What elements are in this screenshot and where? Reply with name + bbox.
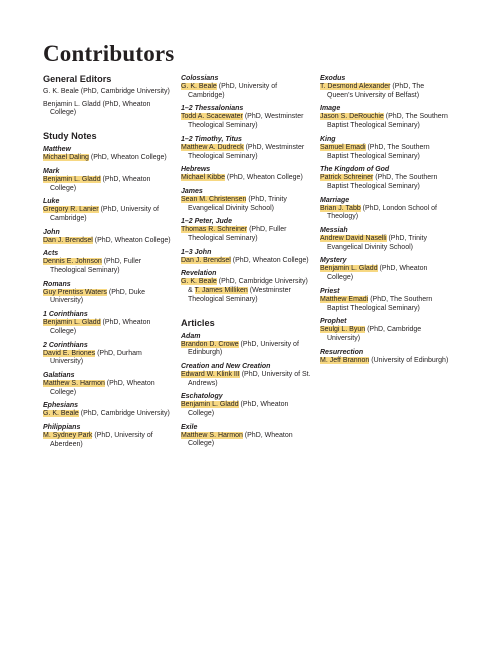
contributor-name: Benjamin L. Gladd (181, 401, 239, 409)
contributor-affiliation: (PhD, London School of Theology) (327, 204, 438, 221)
column-1 (43, 74, 173, 453)
contributor-name: G. K. Beale (181, 278, 217, 286)
book-title: 1 Corinthians (43, 311, 88, 319)
book-title: James (181, 187, 203, 195)
contributor-affiliation: (PhD, Wheaton College) (188, 431, 293, 448)
article-topic: Exodus (320, 75, 346, 82)
article-topic: Eschatology (181, 393, 223, 401)
contributor-name: Matthew S. Harmon (43, 379, 105, 387)
contributor-affiliation: (PhD, Wheaton College) (188, 401, 289, 418)
article-entry (320, 287, 452, 313)
contributor-name: Michael Daling (43, 154, 89, 162)
contributor-name: Andrew David Naselli (320, 235, 387, 243)
contributor-affiliation: (PhD, University of Edinburgh) (188, 340, 299, 357)
contributor-name: Guy Prentiss Waters (43, 288, 107, 296)
study-note-entry (43, 228, 173, 246)
contributor-name: Todd A. Scacewater (181, 113, 243, 121)
article-topic: King (320, 135, 336, 143)
contributor-affiliation: (PhD, The Queen’s University of Belfast) (327, 83, 425, 99)
book-title: Colossians (181, 75, 219, 82)
article-topic: The Kingdom of God (320, 166, 390, 174)
contributor-affiliation: (PhD, University of Aberdeen) (50, 432, 153, 448)
contributor-affiliation: (PhD, The Southern Baptist Theological Seminary) (327, 113, 448, 130)
contributor-name: Samuel Emadi (320, 143, 366, 151)
contributor-name: Dan J. Brendsel (181, 256, 231, 264)
book-title: Philippians (43, 424, 81, 432)
book-title: Galatians (43, 371, 75, 379)
study-note-entry (181, 165, 311, 183)
study-note-entry (181, 135, 311, 161)
contributor-affiliation: (PhD, Wheaton College) (50, 175, 151, 192)
book-title: 1–3 John (181, 248, 212, 256)
article-entry (320, 165, 452, 191)
book-title: Mark (43, 167, 60, 175)
study-note-entry (43, 167, 173, 193)
contributor-affiliation: (PhD, Wheaton College) (224, 174, 303, 182)
article-entry (320, 135, 452, 161)
editor-entry: G. K. Beale (PhD, Cambridge University) (43, 88, 170, 95)
article-topic: Mystery (320, 257, 347, 265)
article-entry (320, 196, 452, 222)
article-entry (320, 74, 452, 100)
study-note-entry (181, 187, 311, 213)
contributor-affiliation: (PhD, Duke University) (50, 288, 146, 305)
section-heading-articles: Articles (181, 317, 215, 328)
contributor-affiliation: (PhD, University of St. Andrews) (188, 370, 311, 387)
contributor-name: Matthew A. Dudreck (181, 143, 244, 151)
contributor-affiliation: (University of Edinburgh) (369, 356, 449, 364)
contributor-name: G. K. Beale (181, 83, 217, 90)
contributor-affiliation: (PhD, Trinity Evangelical Divinity School) (188, 195, 287, 212)
book-title: 1–2 Peter, Jude (181, 218, 232, 226)
contributor-name: Thomas R. Schreiner (181, 226, 248, 234)
contributor-name: Edward W. Klink III (181, 370, 240, 378)
contributor-name: Benjamin L. Gladd (43, 319, 101, 327)
study-note-entry (43, 401, 173, 419)
contributor-name: Matthew S. Harmon (181, 431, 243, 439)
contributor-affiliation: (PhD, University of Cambridge) (50, 206, 159, 222)
contributor-affiliation: (Westminster Theological Seminary) (188, 287, 291, 303)
contributor-name: T. Desmond Alexander (320, 83, 391, 90)
contributor-affiliation: (PhD, Fuller Theological Seminary) (50, 258, 142, 275)
contributor-affiliation: (PhD, Wheaton College) (50, 319, 151, 335)
contributor-affiliation: (PhD, Wheaton College) (50, 379, 155, 396)
contributor-affiliation: (PhD, Trinity Evangelical Divinity School) (327, 235, 427, 251)
contributor-affiliation: (PhD, The Southern Baptist Theological Seminary) (327, 143, 430, 160)
contributor-name: Matthew Emadi (320, 295, 369, 303)
article-entry (320, 348, 452, 366)
contributor-name: Michael Kibbe (181, 174, 225, 182)
book-title: 2 Corinthians (43, 341, 88, 349)
article-entry (181, 362, 311, 388)
book-title: 1–2 Timothy, Titus (181, 135, 242, 143)
study-note-entry (181, 269, 311, 304)
contributor-affiliation: (PhD, Wheaton College) (92, 236, 171, 244)
column-2 (181, 74, 311, 453)
contributor-affiliation: (PhD, Wheaton College) (230, 256, 309, 264)
study-note-entry (181, 217, 311, 243)
contributor-name: Gregory R. Lanier (43, 206, 99, 214)
contributor-affiliation: (PhD, Westminster Theological Seminary) (188, 113, 304, 130)
contributor-name: Patrick Schreiner (320, 174, 374, 182)
contributor-affiliation: (PhD, Wheaton College) (88, 154, 167, 162)
contributor-affiliation: (PhD, The Southern Baptist Theological Seminary) (327, 174, 438, 190)
contributor-name: G. K. Beale (43, 410, 79, 418)
book-title: Luke (43, 198, 60, 206)
contributor-affiliation: (PhD, University of Cambridge) (188, 83, 278, 99)
article-topic: Priest (320, 287, 340, 295)
book-title: Acts (43, 250, 59, 258)
book-title: Matthew (43, 146, 71, 154)
study-note-entry (43, 145, 173, 163)
contributor-name: Benjamin L. Gladd (320, 265, 378, 273)
study-note-entry (181, 104, 311, 130)
article-topic: Resurrection (320, 348, 364, 356)
contributor-affiliation: (PhD, Westminster Theological Seminary) (188, 143, 305, 160)
article-topic: Adam (181, 332, 201, 340)
study-note-entry (181, 248, 311, 266)
study-note-entry (43, 371, 173, 397)
contributor-name: Brandon D. Crowe (181, 340, 239, 348)
contributor-affiliation: (PhD, The Southern Baptist Theological Seminary) (327, 295, 433, 312)
book-title: Revelation (181, 270, 217, 278)
contributor-name: Dennis E. Johnson (43, 258, 102, 266)
study-note-entry (43, 310, 173, 336)
article-entry (181, 332, 311, 358)
book-title: 1–2 Thessalonians (181, 105, 244, 113)
editor-entry: Benjamin L. Gladd (PhD, Wheaton College) (43, 100, 151, 117)
contributor-name: M. Sydney Park (43, 432, 93, 440)
contributor-name: David E. Briones (43, 349, 96, 357)
article-topic: Image (320, 105, 341, 113)
contributor-affiliation: (PhD, Wheaton College) (327, 265, 428, 282)
article-entry (181, 423, 311, 449)
book-title: Hebrews (181, 166, 211, 174)
contributor-affiliation: (PhD, Cambridge University) (327, 326, 422, 342)
article-entry (320, 317, 452, 343)
contributor-name: Brian J. Tabb (320, 204, 361, 212)
book-title: John (43, 228, 60, 236)
article-topic: Marriage (320, 196, 350, 204)
contributor-name: Benjamin L. Gladd (43, 175, 101, 183)
study-note-entry (181, 74, 311, 100)
article-entry (320, 256, 452, 282)
study-note-entry (43, 423, 173, 449)
article-entry (181, 392, 311, 418)
article-entry (320, 226, 452, 252)
section-heading-general-editors: General Editors (43, 74, 112, 84)
column-3 (320, 74, 452, 369)
book-title: Romans (43, 280, 71, 288)
contributor-name: Seulgi L. Byun (320, 326, 366, 334)
article-topic: Messiah (320, 227, 348, 235)
study-note-entry (43, 249, 173, 275)
contributor-name: M. Jeff Brannon (320, 356, 370, 364)
page-title: Contributors (43, 41, 175, 66)
article-topic: Prophet (320, 318, 347, 326)
study-note-entry (43, 280, 173, 306)
article-entry (320, 104, 452, 130)
section-heading-study-notes: Study Notes (43, 131, 97, 142)
article-topic: Exile (181, 423, 198, 431)
article-topic: Creation and New Creation (181, 362, 271, 370)
contributor-name: T. James Milliken (194, 287, 248, 295)
contributor-name: Dan J. Brendsel (43, 236, 93, 244)
book-title: Ephesians (43, 402, 79, 410)
study-note-entry (43, 341, 173, 367)
contributor-name: Sean M. Christensen (181, 195, 247, 203)
contributor-affiliation: (PhD, Cambridge University) (78, 410, 170, 418)
contributor-name: Jason S. DeRouchie (320, 113, 384, 121)
contributor-affiliation: (PhD, Durham University) (50, 349, 142, 366)
study-note-entry (43, 197, 173, 223)
contributor-affiliation: (PhD, Fuller Theological Seminary) (188, 226, 287, 243)
contributor-affiliation: (PhD, Cambridge University) & (188, 278, 308, 295)
